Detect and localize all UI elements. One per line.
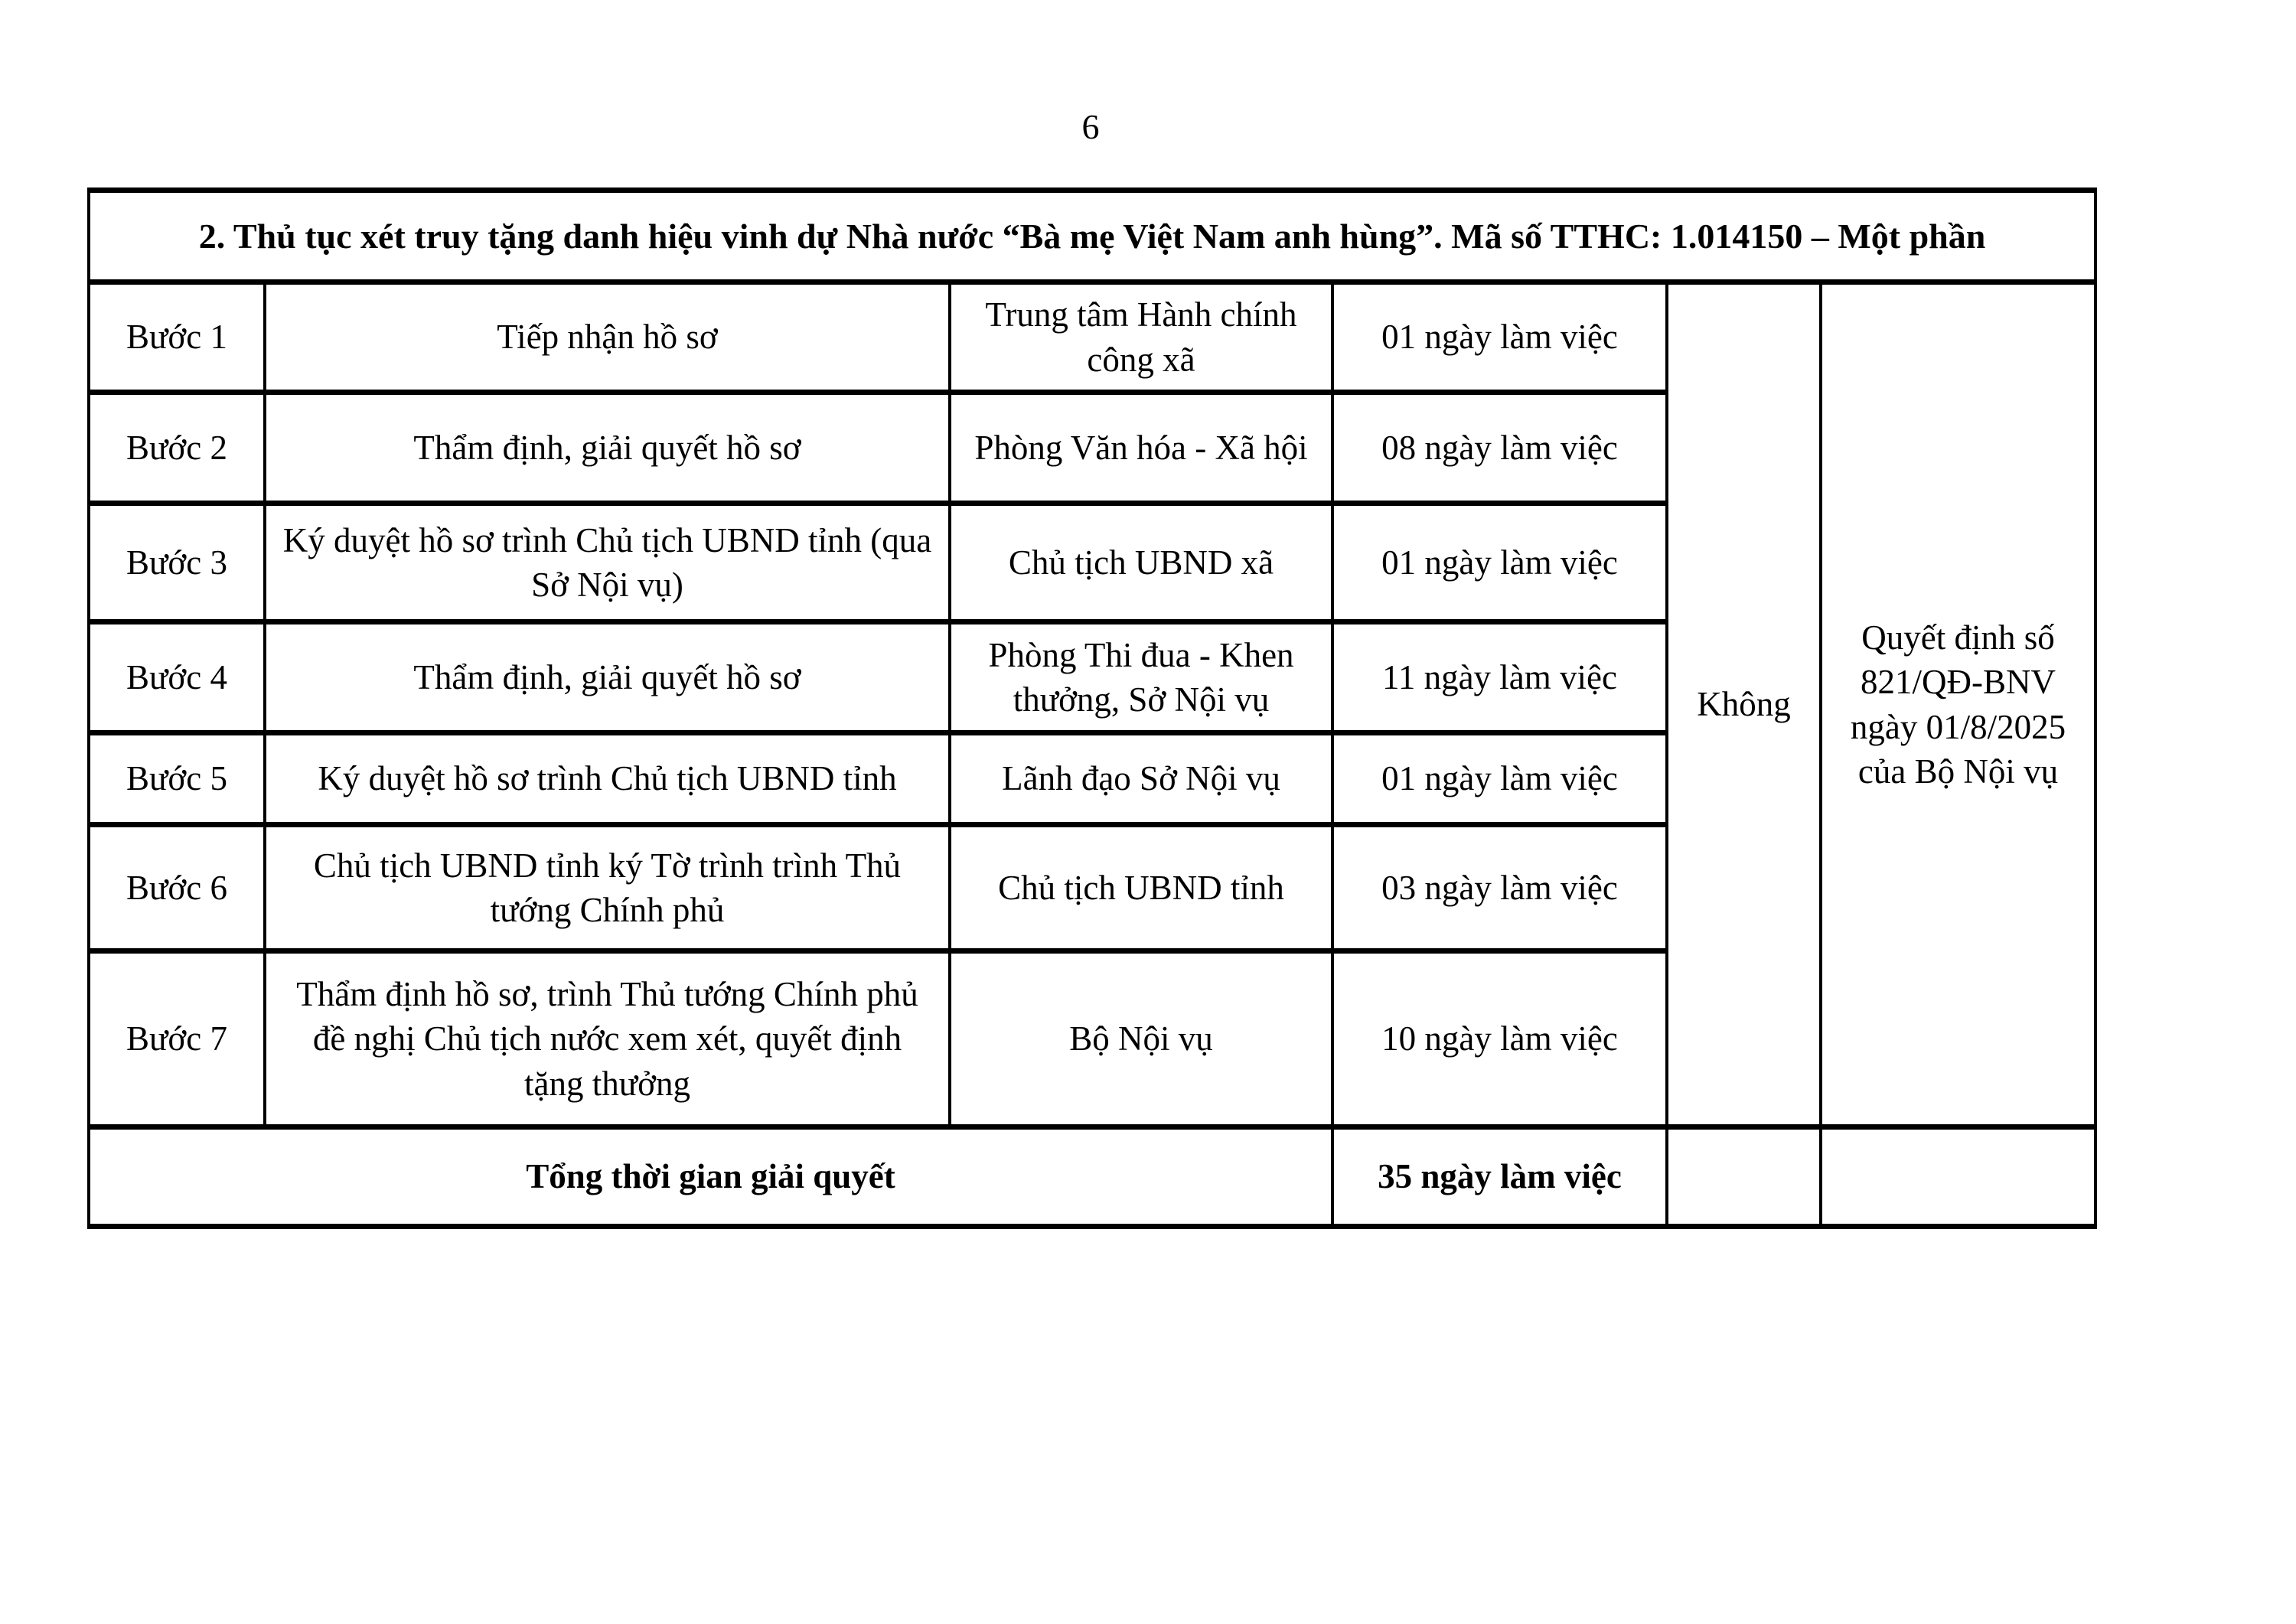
description-cell: Thẩm định, giải quyết hồ sơ — [265, 393, 950, 504]
procedure-table — [87, 188, 2097, 1229]
description-cell: Chủ tịch UBND tỉnh ký Tờ trình trình Thủ tướng Chính phủ — [265, 825, 950, 951]
duration-cell: 01 ngày làm việc — [1332, 733, 1667, 825]
duration-cell: 10 ngày làm việc — [1332, 951, 1667, 1127]
duration-cell: 01 ngày làm việc — [1332, 504, 1667, 622]
duration-cell: 08 ngày làm việc — [1332, 393, 1667, 504]
step-cell: Bước 3 — [89, 504, 265, 622]
fee-cell: Không — [1667, 282, 1821, 1127]
empty-cell — [1667, 1127, 1821, 1227]
agency-cell: Chủ tịch UBND xã — [950, 504, 1332, 622]
table-title: 2. Thủ tục xét truy tặng danh hiệu vinh dự Nhà nước “Bà mẹ Việt Nam anh hùng”. Mã số TTHC: 1.014150 – Một phần — [89, 191, 2095, 282]
description-cell: Ký duyệt hồ sơ trình Chủ tịch UBND tỉnh (qua Sở Nội vụ) — [265, 504, 950, 622]
empty-cell — [1821, 1127, 2095, 1227]
description-cell: Tiếp nhận hồ sơ — [265, 282, 950, 393]
agency-cell: Lãnh đạo Sở Nội vụ — [950, 733, 1332, 825]
duration-cell: 01 ngày làm việc — [1332, 282, 1667, 393]
duration-cell: 03 ngày làm việc — [1332, 825, 1667, 951]
step-cell: Bước 6 — [89, 825, 265, 951]
description-cell: Thẩm định, giải quyết hồ sơ — [265, 622, 950, 733]
step-cell: Bước 2 — [89, 393, 265, 504]
page-number: 6 — [1081, 107, 1100, 146]
total-row — [89, 1127, 2095, 1227]
duration-cell: 11 ngày làm việc — [1332, 622, 1667, 733]
step-cell: Bước 1 — [89, 282, 265, 393]
agency-cell: Trung tâm Hành chính công xã — [950, 282, 1332, 393]
agency-cell: Phòng Thi đua - Khen thưởng, Sở Nội vụ — [950, 622, 1332, 733]
description-cell: Ký duyệt hồ sơ trình Chủ tịch UBND tỉnh — [265, 733, 950, 825]
total-label: Tổng thời gian giải quyết — [89, 1127, 1332, 1227]
legal-basis-cell: Quyết định số 821/QĐ-BNV ngày 01/8/2025 của Bộ Nội vụ — [1821, 282, 2095, 1127]
agency-cell: Phòng Văn hóa - Xã hội — [950, 393, 1332, 504]
step-cell: Bước 5 — [89, 733, 265, 825]
step-cell: Bước 7 — [89, 951, 265, 1127]
agency-cell: Chủ tịch UBND tỉnh — [950, 825, 1332, 951]
table-row — [89, 282, 2095, 393]
description-cell: Thẩm định hồ sơ, trình Thủ tướng Chính phủ đề nghị Chủ tịch nước xem xét, quyết định tặng thưởng — [265, 951, 950, 1127]
agency-cell: Bộ Nội vụ — [950, 951, 1332, 1127]
table-title-row — [89, 191, 2095, 282]
total-duration: 35 ngày làm việc — [1332, 1127, 1667, 1227]
step-cell: Bước 4 — [89, 622, 265, 733]
